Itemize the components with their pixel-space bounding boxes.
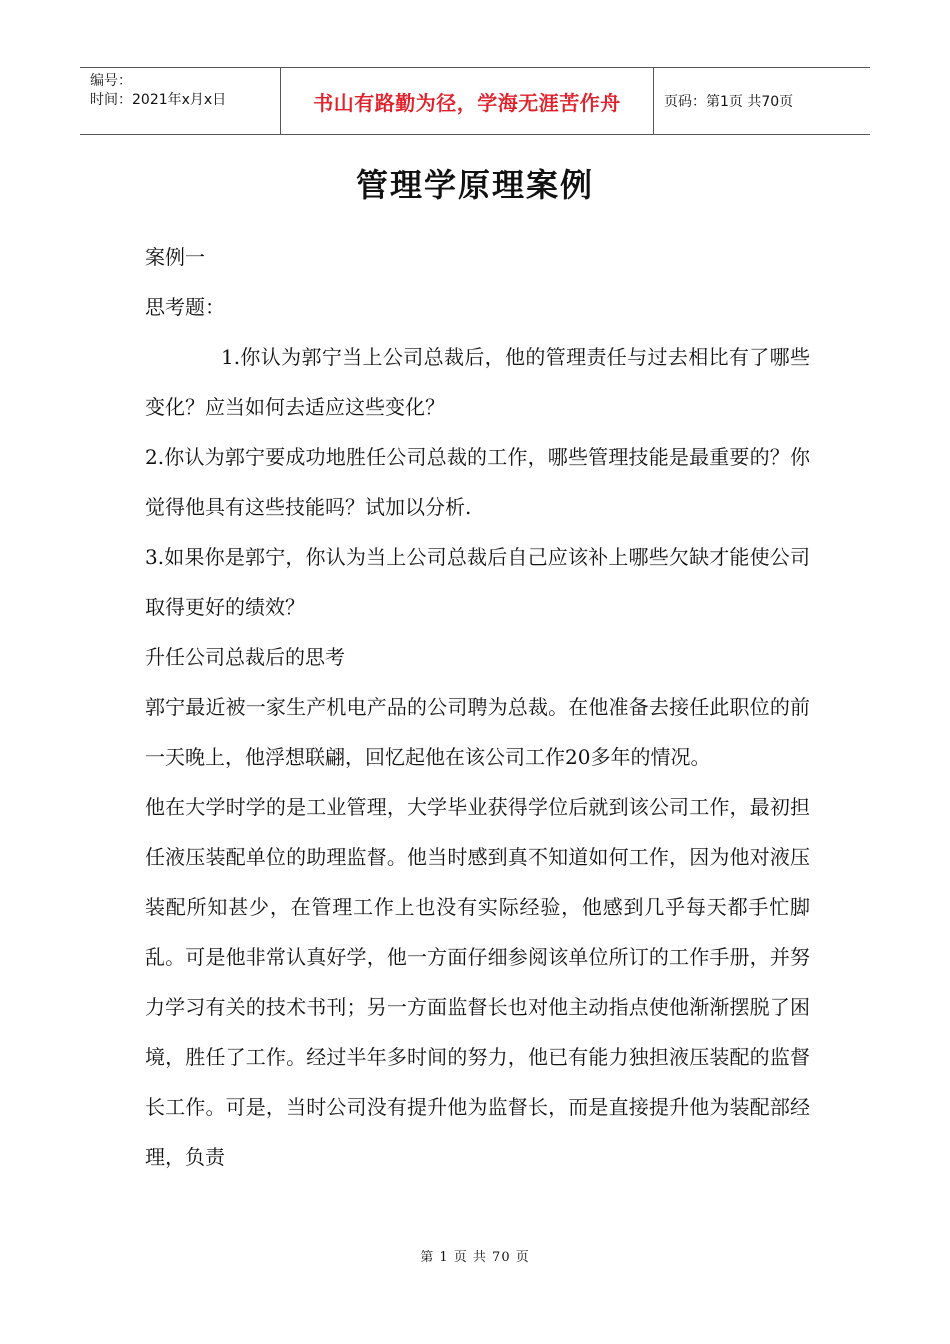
case-heading: 案例一 [145, 245, 205, 269]
body-paragraph: 郭宁最近被一家生产机电产品的公司聘为总裁。在他准备去接任此职位的前一天晚上，他浮想联翩，回忆起他在该公司工作20多年的情况。 [145, 695, 810, 769]
questions-heading: 思考题： [145, 295, 225, 319]
header-page-info: 页码：第1页 共70页 [664, 94, 794, 110]
header-motto: 书山有路勤为径，学海无涯苦作舟 [281, 68, 654, 134]
number-label: 编号： [90, 73, 132, 89]
date-label: 时间：2021年x月x日 [90, 92, 227, 108]
case-subtitle: 升任公司总裁后的思考 [145, 645, 345, 669]
question-3: 3.如果你是郭宁，你认为当上公司总裁后自己应该补上哪些欠缺才能使公司取得更好的绩效？ [145, 545, 810, 619]
document-title: 管理学原理案例 [355, 166, 594, 204]
question-2: 2.你认为郭宁要成功地胜任公司总裁的工作，哪些管理技能是最重要的？你觉得他具有这些技能吗？试加以分析. [145, 445, 810, 519]
page-footer: 第 1 页 共 70 页 [420, 1250, 530, 1265]
document-body [145, 232, 810, 1182]
question-1: 1.你认为郭宁当上公司总裁后，他的管理责任与过去相比有了哪些变化？应当如何去适应这些变化？ [145, 345, 810, 419]
header-meta [80, 68, 281, 134]
page-header [80, 67, 870, 135]
body-paragraph: 他在大学时学的是工业管理，大学毕业获得学位后就到该公司工作，最初担任液压装配单位的助理监督。他当时感到真不知道如何工作，因为他对液压装配所知甚少，在管理工作上也没有实际经验，他感到几乎每天都手忙脚乱。可是他非常认真好学，他一方面仔细参阅该单位所订的工作手册，并努力学习有关的技术书刊；另一方面监督长也对他主动指点使他渐渐摆脱了困境，胜任了工作。经过半年多时间的努力，他已有能力独担液压装配的监督长工作。可是，当时公司没有提升他为监督长，而是直接提升他为装配部经理，负责 [145, 795, 810, 1169]
